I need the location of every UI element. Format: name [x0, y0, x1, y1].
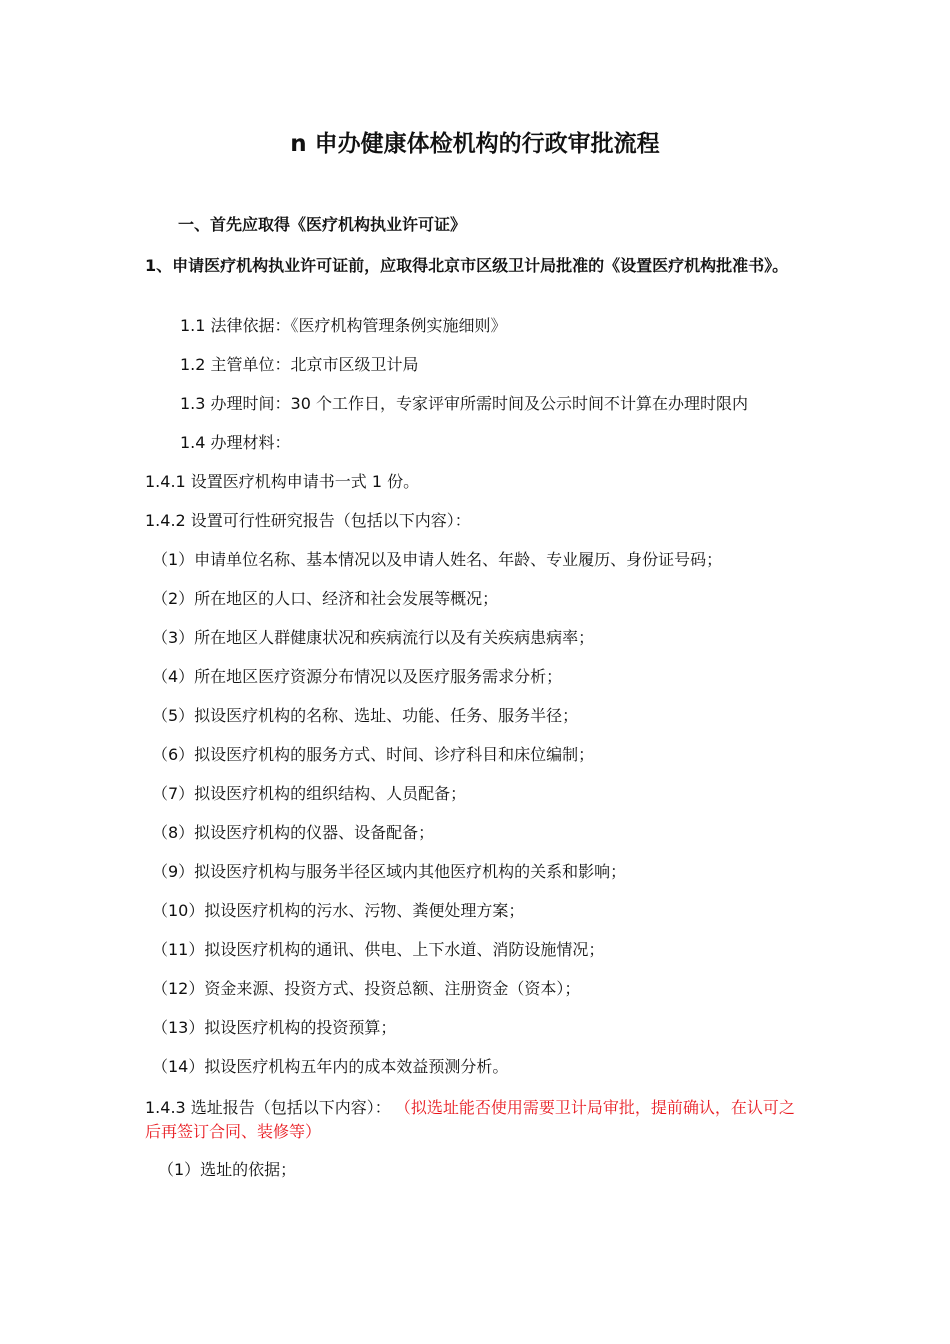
item1-heading: 1、申请医疗机构执业许可证前，应取得北京市区级卫计局批准的《设置医疗机构批准书》。: [145, 256, 789, 275]
feasibility-item: （9）拟设医疗机构与服务半径区域内其他医疗机构的关系和影响；: [152, 862, 627, 881]
feasibility-item: （1）申请单位名称、基本情况以及申请人姓名、年龄、专业履历、身份证号码；: [152, 550, 723, 569]
feasibility-item: （14）拟设医疗机构五年内的成本效益预测分析。: [152, 1057, 509, 1076]
feasibility-item: （3）所在地区人群健康状况和疾病流行以及有关疾病患病率；: [152, 628, 595, 647]
material-site-report: [145, 1096, 805, 1144]
section-heading: 一、首先应取得《医疗机构执业许可证》: [178, 215, 467, 234]
material-application-form: 1.4.1 设置医疗机构申请书一式 1 份。: [145, 472, 420, 491]
sub-item-authority: 1.2 主管单位：北京市区级卫计局: [180, 355, 419, 374]
feasibility-item: （10）拟设医疗机构的污水、污物、粪便处理方案；: [152, 901, 525, 920]
material-feasibility-report: 1.4.2 设置可行性研究报告（包括以下内容）：: [145, 511, 471, 530]
feasibility-item: （12）资金来源、投资方式、投资总额、注册资金（资本）；: [152, 979, 581, 998]
sub-item-processing-time: 1.3 办理时间：30 个工作日，专家评审所需时间及公示时间不计算在办理时限内: [180, 394, 748, 413]
sub-item-materials: 1.4 办理材料：: [180, 433, 291, 452]
sub-item-legal-basis: 1.1 法律依据：《医疗机构管理条例实施细则》: [180, 316, 507, 335]
feasibility-item: （7）拟设医疗机构的组织结构、人员配备；: [152, 784, 467, 803]
feasibility-item: （2）所在地区的人口、经济和社会发展等概况；: [152, 589, 499, 608]
document-title: n 申办健康体检机构的行政审批流程: [290, 131, 660, 157]
feasibility-item: （13）拟设医疗机构的投资预算；: [152, 1018, 397, 1037]
site-item: （1）选址的依据；: [158, 1160, 297, 1179]
site-report-note: （拟选址能否使用需要卫计局审批，提前确认，在认可之后再签订合同、装修等）: [145, 1098, 795, 1141]
feasibility-item: （8）拟设医疗机构的仪器、设备配备；: [152, 823, 435, 842]
site-report-label: 1.4.3 选址报告（包括以下内容）：: [145, 1098, 391, 1117]
feasibility-item: （11）拟设医疗机构的通讯、供电、上下水道、消防设施情况；: [152, 940, 605, 959]
feasibility-item: （4）所在地区医疗资源分布情况以及医疗服务需求分析；: [152, 667, 563, 686]
feasibility-item: （6）拟设医疗机构的服务方式、时间、诊疗科目和床位编制；: [152, 745, 595, 764]
feasibility-item: （5）拟设医疗机构的名称、选址、功能、任务、服务半径；: [152, 706, 579, 725]
